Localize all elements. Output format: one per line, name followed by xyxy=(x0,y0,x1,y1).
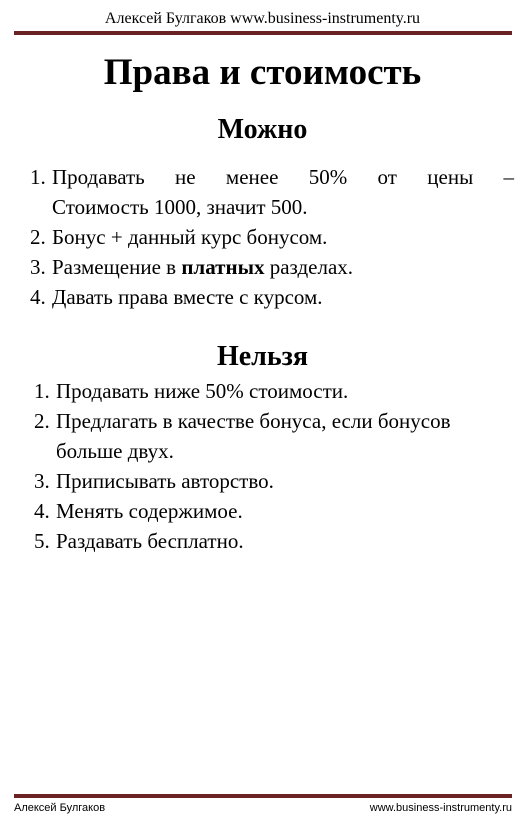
list-item-number: 4. xyxy=(30,285,46,309)
allowed-heading: Можно xyxy=(217,114,308,145)
list-item xyxy=(30,252,514,282)
footer-url: www.business-instrumenty.ru xyxy=(369,802,512,814)
list-item xyxy=(34,526,504,556)
list-item-line: Продавать не менее 50% от цены – xyxy=(52,165,514,189)
list-item xyxy=(34,376,504,406)
list-item-line: больше двух. xyxy=(56,439,174,463)
list-item-text: Бонус + данный курс бонусом. xyxy=(52,225,328,249)
page-header: Алексей Булгаков www.business-instrumenty.ru xyxy=(104,10,421,27)
list-item xyxy=(34,466,504,496)
page-title: Права и стоимость xyxy=(103,52,422,93)
footer-divider xyxy=(14,794,512,798)
list-item-text: Давать права вместе с курсом. xyxy=(52,285,323,309)
list-item-text xyxy=(52,252,514,282)
bold-text-run: платных xyxy=(181,255,265,279)
text-run: Размещение в xyxy=(52,255,182,279)
list-item-text xyxy=(52,162,514,222)
forbidden-list xyxy=(34,376,504,556)
list-item-number: 1. xyxy=(30,165,46,189)
list-item-text: Менять содержимое. xyxy=(56,499,243,523)
list-item-number: 4. xyxy=(34,499,50,523)
footer-author: Алексей Булгаков xyxy=(14,802,106,814)
list-item-number: 1. xyxy=(34,379,50,403)
list-item xyxy=(30,222,514,252)
text-run: разделах. xyxy=(264,255,354,279)
list-item-text xyxy=(56,406,504,466)
forbidden-heading: Нельзя xyxy=(216,341,309,372)
list-item xyxy=(30,162,514,222)
list-item xyxy=(34,496,504,526)
list-item-line: Предлагать в качестве бонуса, если бонусов xyxy=(56,409,451,433)
list-item-text: Раздавать бесплатно. xyxy=(56,529,244,553)
list-item-line: Стоимость 1000, значит 500. xyxy=(52,195,308,219)
list-item-number: 3. xyxy=(34,469,50,493)
list-item-number: 2. xyxy=(30,225,46,249)
list-item xyxy=(30,282,514,312)
list-item-text: Продавать ниже 50% стоимости. xyxy=(56,379,349,403)
list-item-text: Приписывать авторство. xyxy=(56,469,274,493)
header-divider xyxy=(14,31,512,35)
list-item-number: 3. xyxy=(30,255,46,279)
list-item xyxy=(34,406,504,466)
allowed-list xyxy=(30,162,514,312)
list-item-number: 5. xyxy=(34,529,50,553)
list-item-number: 2. xyxy=(34,409,50,433)
